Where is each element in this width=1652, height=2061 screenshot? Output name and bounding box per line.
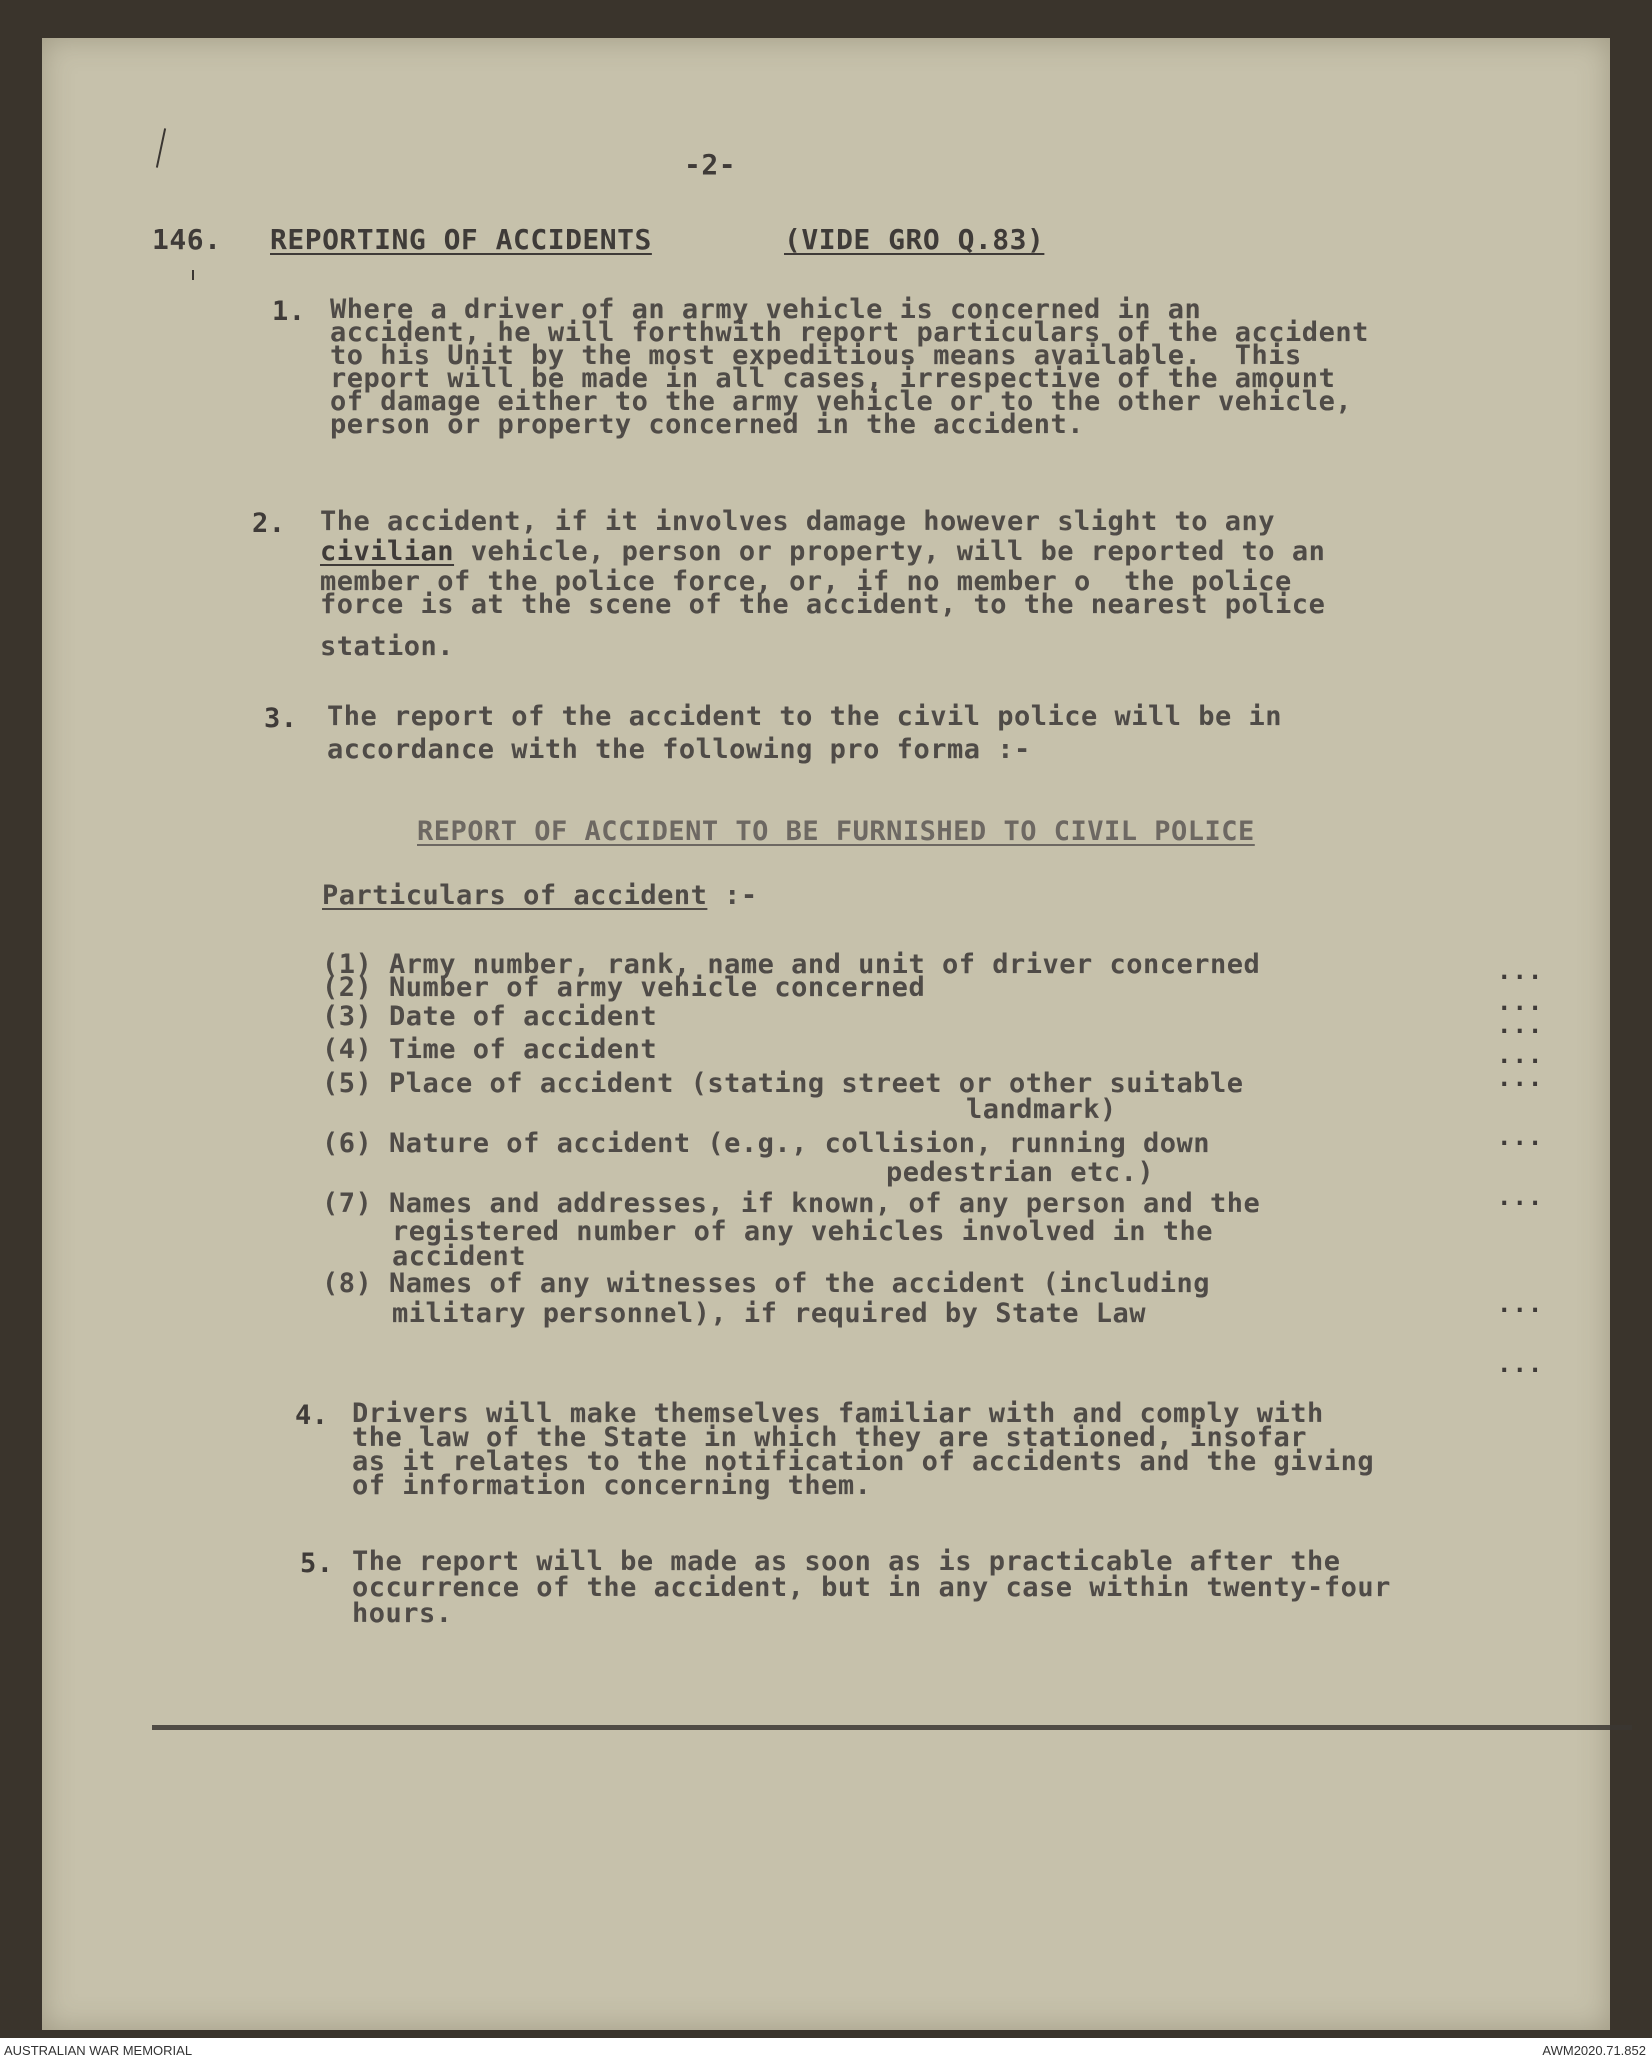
paragraph-1-number: 1.	[272, 296, 306, 327]
form-item-5-continued: landmark)	[966, 1094, 1117, 1125]
paragraph-4-number: 4.	[295, 1400, 329, 1431]
paragraph-1-line: to his Unit by the most expeditious means available. This	[330, 340, 1302, 371]
leader-dots: ...	[1497, 1123, 1544, 1151]
form-subheading	[322, 880, 758, 911]
paragraph-2-line-rest: vehicle, person or property, will be reported to an	[454, 536, 1326, 567]
footer-institution: AUSTRALIAN WAR MEMORIAL	[4, 2043, 193, 2058]
page-number: -2-	[684, 148, 737, 181]
form-item-6: (6) Nature of accident (e.g., collision, running down	[322, 1128, 1211, 1159]
section-number: 146.	[152, 223, 222, 256]
paragraph-5-line: occurrence of the accident, but in any case within twenty-four	[352, 1572, 1391, 1603]
paragraph-2-line: station.	[320, 631, 455, 662]
leader-dots: ...	[1497, 1011, 1544, 1039]
leader-dots: ...	[1497, 988, 1544, 1016]
form-item-6-continued: pedestrian etc.)	[886, 1157, 1155, 1188]
leader-dots: ...	[1497, 1064, 1544, 1092]
bottom-rule	[152, 1725, 1632, 1730]
paragraph-1-line: report will be made in all cases, irrespective of the amount	[330, 363, 1336, 394]
document-page	[42, 38, 1610, 2030]
form-item-1: (1) Army number, rank, name and unit of driver concerned	[322, 949, 1261, 980]
paragraph-1-line: person or property concerned in the accident.	[330, 409, 1084, 440]
paragraph-4-line: as it relates to the notification of accidents and the giving	[352, 1446, 1375, 1477]
paragraph-4-line: of information concerning them.	[352, 1470, 872, 1501]
form-item-8: (8) Names of any witnesses of the accident (including	[322, 1268, 1211, 1299]
paragraph-3-line: accordance with the following pro forma :-	[327, 734, 1031, 765]
paragraph-1-line: Where a driver of an army vehicle is concerned in an	[330, 294, 1202, 325]
form-item-7-continued: accident	[392, 1241, 527, 1272]
paragraph-3-number: 3.	[264, 703, 298, 734]
section-reference: (VIDE GRO Q.83)	[784, 223, 1045, 256]
paragraph-2-line: The accident, if it involves damage however slight to any	[320, 506, 1276, 537]
pencil-mark	[192, 270, 194, 280]
form-subheading-label: Particulars of accident	[322, 880, 708, 911]
form-item-7: (7) Names and addresses, if known, of any person and the	[322, 1188, 1261, 1219]
civilian-emphasis: civilian	[320, 536, 455, 567]
paragraph-3-line: The report of the accident to the civil police will be in	[327, 701, 1283, 732]
paragraph-4-line: Drivers will make themselves familiar with and comply with	[352, 1398, 1324, 1429]
form-item-8-continued: military personnel), if required by State Law	[392, 1298, 1146, 1329]
leader-dots: ...	[1497, 1290, 1544, 1318]
paragraph-5-line: hours.	[352, 1598, 453, 1629]
pencil-mark	[156, 128, 166, 168]
paragraph-2-number: 2.	[252, 508, 286, 539]
paragraph-2-line: force is at the scene of the accident, to the nearest police	[320, 589, 1326, 620]
leader-dots: ...	[1497, 1183, 1544, 1211]
form-item-3: (3) Date of accident	[322, 1001, 658, 1032]
section-title: REPORTING OF ACCIDENTS	[270, 223, 652, 256]
paragraph-4-line: the law of the State in which they are stationed, insofar	[352, 1422, 1308, 1453]
form-item-7-continued: registered number of any vehicles involved in the	[392, 1216, 1214, 1247]
leader-dots: ...	[1497, 1350, 1544, 1378]
paragraph-2-line	[320, 538, 1325, 565]
paragraph-5-line: The report will be made as soon as is practicable after the	[352, 1546, 1341, 1577]
footer-accession-number: AWM2020.71.852	[1542, 2043, 1646, 2058]
paragraph-2-line: member of the police force, or, if no member o the police	[320, 566, 1292, 597]
form-subheading-suffix: :-	[707, 880, 758, 911]
paragraph-1-line: of damage either to the army vehicle or to the other vehicle,	[330, 386, 1353, 417]
form-item-5: (5) Place of accident (stating street or other suitable	[322, 1068, 1244, 1099]
leader-dots: ...	[1497, 957, 1544, 985]
paragraph-5-number: 5.	[300, 1548, 334, 1579]
form-item-4: (4) Time of accident	[322, 1034, 658, 1065]
form-heading: REPORT OF ACCIDENT TO BE FURNISHED TO CIVIL POLICE	[417, 816, 1255, 847]
form-item-2: (2) Number of army vehicle concerned	[322, 972, 926, 1003]
paragraph-1-line: accident, he will forthwith report particulars of the accident	[330, 317, 1369, 348]
leader-dots: ...	[1497, 1041, 1544, 1069]
